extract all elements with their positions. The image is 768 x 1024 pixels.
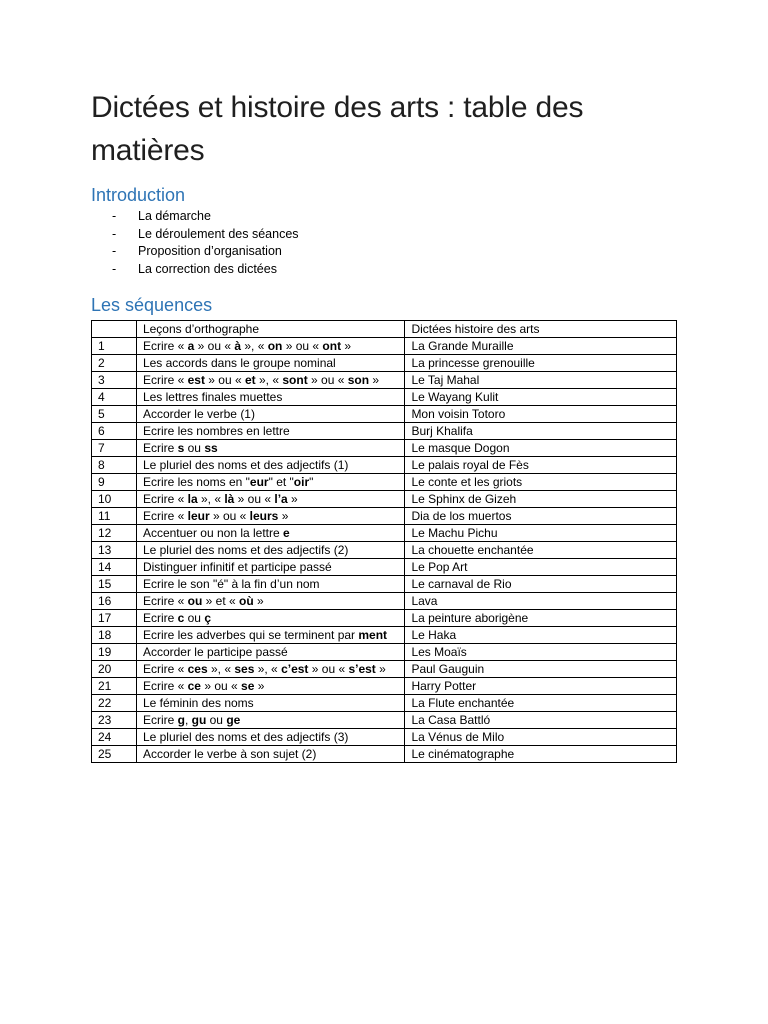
lesson-text: » ou « bbox=[282, 339, 323, 353]
table-row bbox=[92, 695, 677, 712]
art-cell: Les Moaïs bbox=[405, 644, 677, 661]
art-cell: La Grande Muraille bbox=[405, 338, 677, 355]
lesson-cell bbox=[136, 695, 405, 712]
lesson-cell bbox=[136, 355, 405, 372]
lesson-text: Ecrire les noms en " bbox=[142, 475, 250, 489]
art-cell: Le Sphinx de Gizeh bbox=[405, 491, 677, 508]
lesson-text: ou bbox=[184, 441, 205, 455]
lesson-text: Ecrire « bbox=[142, 339, 188, 353]
lesson-cell bbox=[136, 457, 405, 474]
row-number: 25 bbox=[92, 746, 137, 763]
art-cell: Le conte et les griots bbox=[405, 474, 677, 491]
table-row bbox=[92, 712, 677, 729]
art-cell: Harry Potter bbox=[405, 678, 677, 695]
lesson-text: Ecrire « bbox=[142, 679, 188, 693]
lesson-text: Les lettres finales muettes bbox=[142, 390, 283, 404]
lesson-text: Ecrire « bbox=[142, 594, 188, 608]
lesson-keyword: à bbox=[234, 339, 242, 353]
art-cell: Le Pop Art bbox=[405, 559, 677, 576]
list-dash: - bbox=[112, 244, 117, 258]
row-number: 1 bbox=[92, 338, 137, 355]
lesson-keyword: se bbox=[241, 679, 255, 693]
lesson-keyword: gu bbox=[191, 713, 207, 727]
lesson-cell bbox=[136, 508, 405, 525]
header-number bbox=[92, 321, 137, 338]
lesson-text: ou bbox=[206, 713, 227, 727]
lesson-text: », « bbox=[197, 492, 225, 506]
lesson-text: Ecrire « bbox=[142, 373, 188, 387]
lesson-keyword: ont bbox=[322, 339, 342, 353]
table-row bbox=[92, 661, 677, 678]
table-row bbox=[92, 559, 677, 576]
lesson-cell bbox=[136, 593, 405, 610]
row-number: 15 bbox=[92, 576, 137, 593]
lesson-text: » bbox=[254, 679, 265, 693]
lesson-keyword: s’est bbox=[348, 662, 376, 676]
lesson-text: Le féminin des noms bbox=[142, 696, 254, 710]
lesson-keyword: e bbox=[283, 526, 290, 540]
lesson-keyword: leur bbox=[187, 509, 210, 523]
lesson-cell bbox=[136, 423, 405, 440]
table-row bbox=[92, 729, 677, 746]
row-number: 12 bbox=[92, 525, 137, 542]
lesson-text: Ecrire les adverbes qui se terminent par bbox=[142, 628, 359, 642]
lesson-keyword: ou bbox=[187, 594, 203, 608]
lesson-text: » bbox=[369, 373, 380, 387]
art-cell: Le masque Dogon bbox=[405, 440, 677, 457]
lesson-keyword: la bbox=[187, 492, 198, 506]
lesson-cell bbox=[136, 389, 405, 406]
lesson-text: Distinguer infinitif et participe passé bbox=[142, 560, 332, 574]
lesson-keyword: où bbox=[239, 594, 254, 608]
art-cell: La princesse grenouille bbox=[405, 355, 677, 372]
row-number: 2 bbox=[92, 355, 137, 372]
table-row bbox=[92, 440, 677, 457]
art-cell: La Casa Battló bbox=[405, 712, 677, 729]
lesson-text: Accorder le participe passé bbox=[142, 645, 288, 659]
lesson-text: Accorder le verbe à son sujet (2) bbox=[142, 747, 317, 761]
row-number: 9 bbox=[92, 474, 137, 491]
table-row bbox=[92, 338, 677, 355]
art-cell: Lava bbox=[405, 593, 677, 610]
lesson-keyword: et bbox=[245, 373, 256, 387]
table-row bbox=[92, 491, 677, 508]
row-number: 19 bbox=[92, 644, 137, 661]
lesson-text: Ecrire « bbox=[142, 509, 188, 523]
lesson-text: », « bbox=[255, 373, 283, 387]
lesson-keyword: ss bbox=[204, 441, 218, 455]
row-number: 5 bbox=[92, 406, 137, 423]
lesson-cell bbox=[136, 440, 405, 457]
lesson-cell bbox=[136, 661, 405, 678]
art-cell: Le Machu Pichu bbox=[405, 525, 677, 542]
lesson-text: , bbox=[184, 713, 192, 727]
row-number: 18 bbox=[92, 627, 137, 644]
table-row bbox=[92, 372, 677, 389]
table-header-row bbox=[92, 321, 677, 338]
table-row bbox=[92, 355, 677, 372]
lesson-cell bbox=[136, 338, 405, 355]
lesson-keyword: oir bbox=[293, 475, 310, 489]
lesson-keyword: c bbox=[177, 611, 185, 625]
lesson-cell bbox=[136, 372, 405, 389]
row-number: 3 bbox=[92, 372, 137, 389]
lesson-keyword: g bbox=[177, 713, 185, 727]
lesson-text: Le pluriel des noms et des adjectifs (1) bbox=[142, 458, 349, 472]
table-row bbox=[92, 423, 677, 440]
lesson-cell bbox=[136, 610, 405, 627]
row-number: 4 bbox=[92, 389, 137, 406]
table-row bbox=[92, 406, 677, 423]
row-number: 22 bbox=[92, 695, 137, 712]
lesson-text: » ou « bbox=[194, 339, 235, 353]
header-art-dictations: Dictées histoire des arts bbox=[405, 321, 677, 338]
list-item-label: Proposition d’organisation bbox=[138, 244, 282, 258]
lesson-cell bbox=[136, 746, 405, 763]
list-item-label: La correction des dictées bbox=[138, 261, 277, 276]
table-row bbox=[92, 746, 677, 763]
lesson-text: », « bbox=[254, 662, 282, 676]
lesson-keyword: eur bbox=[249, 475, 269, 489]
lesson-keyword: ses bbox=[234, 662, 255, 676]
lesson-cell bbox=[136, 576, 405, 593]
art-cell: La Flute enchantée bbox=[405, 695, 677, 712]
lesson-text: » ou « bbox=[234, 492, 275, 506]
table-row bbox=[92, 593, 677, 610]
table-row bbox=[92, 525, 677, 542]
lesson-text: » bbox=[341, 339, 352, 353]
lesson-keyword: c’est bbox=[281, 662, 309, 676]
art-cell: Le carnaval de Rio bbox=[405, 576, 677, 593]
art-cell: Le Taj Mahal bbox=[405, 372, 677, 389]
art-cell: Mon voisin Totoro bbox=[405, 406, 677, 423]
art-cell: Dia de los muertos bbox=[405, 508, 677, 525]
row-number: 16 bbox=[92, 593, 137, 610]
row-number: 24 bbox=[92, 729, 137, 746]
lesson-text: Ecrire bbox=[142, 713, 178, 727]
table-row bbox=[92, 508, 677, 525]
lesson-text: » ou « bbox=[307, 373, 348, 387]
table-row bbox=[92, 610, 677, 627]
lesson-keyword: ment bbox=[358, 628, 388, 642]
lesson-keyword: a bbox=[187, 339, 195, 353]
table-row bbox=[92, 678, 677, 695]
table-row bbox=[92, 474, 677, 491]
lesson-text: » bbox=[287, 492, 298, 506]
lesson-cell bbox=[136, 525, 405, 542]
table-row bbox=[92, 576, 677, 593]
list-item bbox=[112, 243, 299, 261]
lesson-keyword: ce bbox=[187, 679, 201, 693]
list-dash: - bbox=[112, 209, 117, 223]
row-number: 6 bbox=[92, 423, 137, 440]
sequences-table bbox=[91, 320, 677, 763]
lesson-text: » et « bbox=[202, 594, 239, 608]
lesson-text: » bbox=[278, 509, 289, 523]
lesson-cell bbox=[136, 542, 405, 559]
row-number: 23 bbox=[92, 712, 137, 729]
list-dash: - bbox=[112, 261, 117, 276]
lesson-text: », « bbox=[241, 339, 268, 353]
lesson-keyword: ge bbox=[226, 713, 241, 727]
header-lessons: Leçons d’orthographe bbox=[136, 321, 405, 338]
lesson-cell bbox=[136, 712, 405, 729]
art-cell: Paul Gauguin bbox=[405, 661, 677, 678]
lesson-text: " bbox=[309, 475, 314, 489]
lesson-cell bbox=[136, 644, 405, 661]
lesson-cell bbox=[136, 678, 405, 695]
row-number: 21 bbox=[92, 678, 137, 695]
art-cell: Le cinématographe bbox=[405, 746, 677, 763]
art-cell: Burj Khalifa bbox=[405, 423, 677, 440]
lesson-keyword: l’a bbox=[274, 492, 288, 506]
table-row bbox=[92, 457, 677, 474]
row-number: 17 bbox=[92, 610, 137, 627]
lesson-keyword: son bbox=[347, 373, 370, 387]
list-item-label: La démarche bbox=[138, 209, 211, 223]
lesson-text: Accentuer ou non la lettre bbox=[142, 526, 284, 540]
art-cell: La peinture aborigène bbox=[405, 610, 677, 627]
lesson-cell bbox=[136, 474, 405, 491]
lesson-text: Accorder le verbe (1) bbox=[142, 407, 255, 421]
lesson-text: ou bbox=[184, 611, 205, 625]
page-title: Dictées et histoire des arts : table des matières bbox=[91, 91, 584, 167]
table-row bbox=[92, 644, 677, 661]
row-number: 20 bbox=[92, 661, 137, 678]
lesson-text: » ou « bbox=[209, 509, 250, 523]
list-item bbox=[112, 226, 299, 244]
row-number: 10 bbox=[92, 491, 137, 508]
lesson-text: Ecrire « bbox=[142, 492, 188, 506]
lesson-cell bbox=[136, 406, 405, 423]
lesson-keyword: sont bbox=[282, 373, 308, 387]
lesson-text: Les accords dans le groupe nominal bbox=[142, 356, 336, 370]
lesson-keyword: ç bbox=[204, 611, 211, 625]
lesson-keyword: s bbox=[177, 441, 185, 455]
lesson-text: » ou « bbox=[204, 373, 245, 387]
lesson-keyword: ces bbox=[187, 662, 208, 676]
lesson-keyword: est bbox=[187, 373, 205, 387]
list-item bbox=[112, 261, 299, 279]
row-number: 14 bbox=[92, 559, 137, 576]
lesson-text: », « bbox=[207, 662, 235, 676]
row-number: 8 bbox=[92, 457, 137, 474]
lesson-cell bbox=[136, 729, 405, 746]
list-item-label: Le déroulement des séances bbox=[138, 226, 299, 241]
lesson-text: Ecrire bbox=[142, 441, 178, 455]
lesson-text: Ecrire les nombres en lettre bbox=[142, 424, 290, 438]
lesson-text: Ecrire bbox=[142, 611, 178, 625]
row-number: 7 bbox=[92, 440, 137, 457]
lesson-keyword: on bbox=[267, 339, 283, 353]
lesson-keyword: là bbox=[224, 492, 235, 506]
art-cell: La Vénus de Milo bbox=[405, 729, 677, 746]
lesson-text: Ecrire « bbox=[142, 662, 188, 676]
lesson-text: Le pluriel des noms et des adjectifs (2) bbox=[142, 543, 349, 557]
lesson-text: » ou « bbox=[200, 679, 242, 693]
lesson-text: » bbox=[253, 594, 264, 608]
list-dash: - bbox=[112, 226, 117, 241]
row-number: 13 bbox=[92, 542, 137, 559]
art-cell: Le Haka bbox=[405, 627, 677, 644]
lesson-keyword: leurs bbox=[249, 509, 279, 523]
lesson-cell bbox=[136, 491, 405, 508]
table-row bbox=[92, 627, 677, 644]
sequences-heading: Les séquences bbox=[91, 295, 213, 315]
art-cell: La chouette enchantée bbox=[405, 542, 677, 559]
table-row bbox=[92, 389, 677, 406]
lesson-text: Le pluriel des noms et des adjectifs (3) bbox=[142, 730, 349, 744]
lesson-cell bbox=[136, 627, 405, 644]
lesson-text: Ecrire le son "é" à la fin d’un nom bbox=[142, 577, 320, 591]
table-row bbox=[92, 542, 677, 559]
lesson-text: " et " bbox=[268, 475, 294, 489]
lesson-text: » ou « bbox=[308, 662, 349, 676]
introduction-heading: Introduction bbox=[91, 185, 186, 205]
lesson-text: » bbox=[375, 662, 386, 676]
introduction-list bbox=[112, 208, 299, 278]
row-number: 11 bbox=[92, 508, 137, 525]
art-cell: Le palais royal de Fès bbox=[405, 457, 677, 474]
lesson-cell bbox=[136, 559, 405, 576]
list-item bbox=[112, 208, 299, 226]
art-cell: Le Wayang Kulit bbox=[405, 389, 677, 406]
